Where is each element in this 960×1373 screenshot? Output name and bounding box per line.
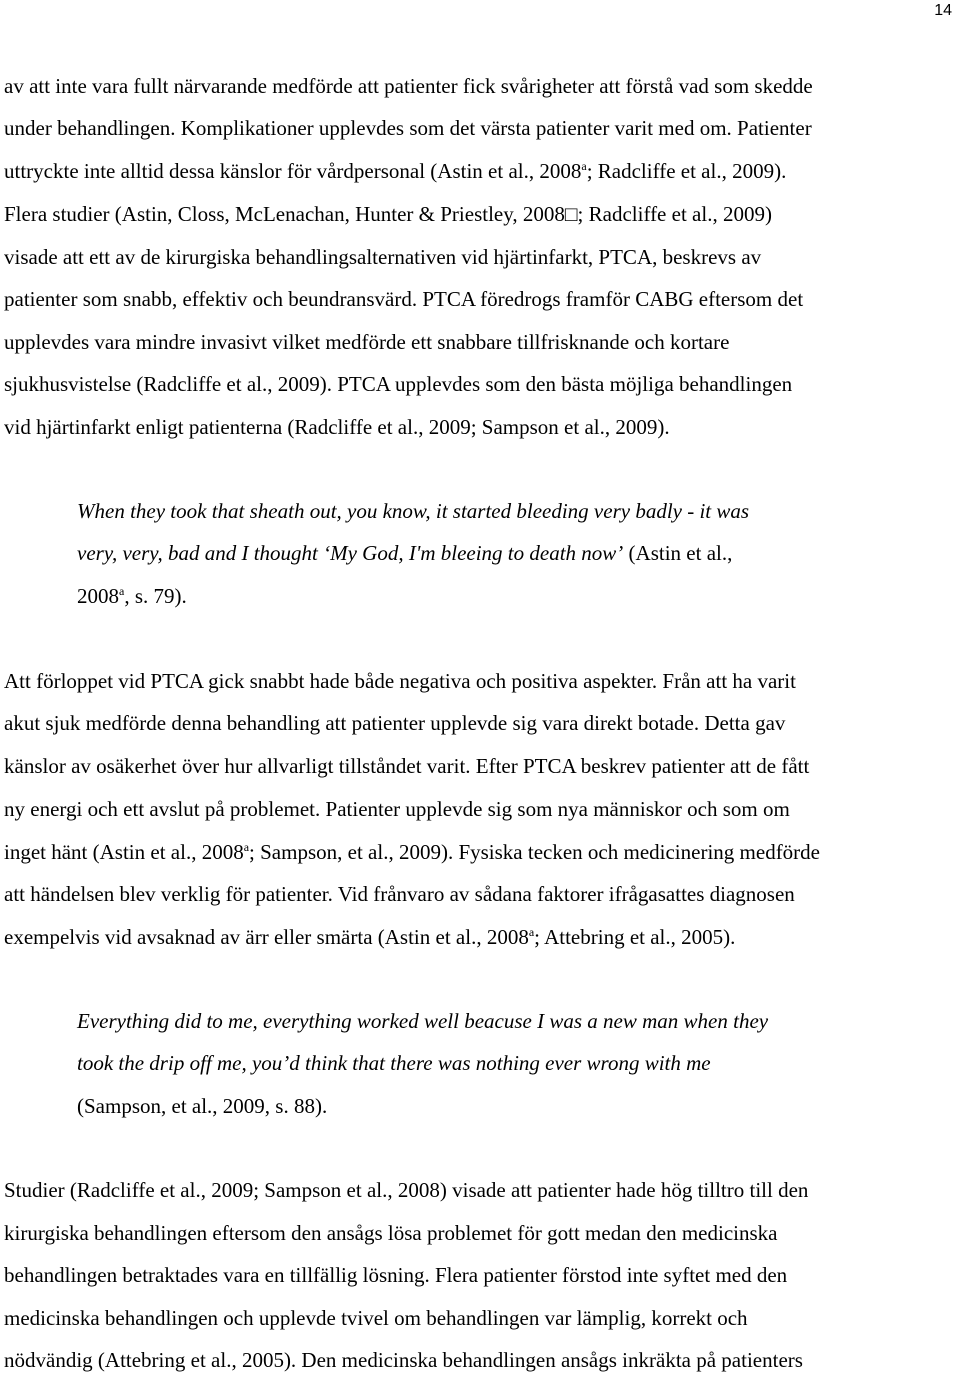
quote-citation: (Sampson, et al., 2009, s. 88). [77, 1094, 328, 1118]
text-line: upplevdes vara mindre invasivt vilket medförde ett snabbare tillfrisknande och kortare [4, 330, 730, 354]
text-line: sjukhusvistelse (Radcliffe et al., 2009). PTCA upplevdes som den bästa möjliga behandlingen [4, 372, 793, 396]
quote-citation: 2008$^a$, s. 79). [77, 584, 187, 608]
text-line: exempelvis vid avsaknad av ärr eller smärta (Astin et al., 2008$^a$; Attebring et al., 2005). [4, 925, 736, 949]
quote-line: very, very, bad and I thought ‘My God, I'm bleeing to death now’ (Astin et al., [77, 541, 733, 565]
text-line: av att inte vara fullt närvarande medförde att patienter fick svårigheter att förstå vad som skedde [4, 74, 813, 98]
text-line: akut sjuk medförde denna behandling att patienter upplevde sig vara direkt botade. Detta gav [4, 711, 786, 735]
text-line: ny energi och ett avslut på problemet. Patienter upplevde sig som nya människor och som om [4, 797, 790, 821]
text-line: Flera studier (Astin, Closs, McLenachan, Hunter & Priestley, 2008□; Radcliffe et al., 2009) [4, 202, 772, 226]
text-line: behandlingen betraktades vara en tillfällig lösning. Flera patienter förstod inte syftet med den [4, 1263, 788, 1287]
text-line: kirurgiska behandlingen eftersom den ansågs lösa problemet för gott medan den medicinska [4, 1221, 778, 1245]
text-line: visade att ett av de kirurgiska behandlingsalternativen vid hjärtinfarkt, PTCA, beskrevs av [4, 245, 762, 269]
text-line: under behandlingen. Komplikationer upplevdes som det värsta patienter varit med om. Patienter [4, 116, 812, 140]
text-line: patienter som snabb, effektiv och beundransvärd. PTCA föredrogs framför CABG eftersom det [4, 287, 804, 311]
text-line: Studier (Radcliffe et al., 2009; Sampson et al., 2008) visade att patienter hade hög tilltro till den [4, 1178, 809, 1202]
text-line: medicinska behandlingen och upplevde tvivel om behandlingen var lämplig, korrekt och [4, 1306, 748, 1330]
text-line: vid hjärtinfarkt enligt patienterna (Radcliffe et al., 2009; Sampson et al., 2009). [4, 415, 670, 439]
text-line: inget hänt (Astin et al., 2008$^a$; Sampson, et al., 2009). Fysiska tecken och medicinering medförde [4, 840, 820, 864]
text-line: känslor av osäkerhet över hur allvarligt tillståndet varit. Efter PTCA beskrev patienter att de fått [4, 754, 810, 778]
quote-line: took the drip off me, you’d think that there was nothing ever wrong with me [77, 1051, 711, 1075]
page-number: 14 [934, 2, 952, 19]
text-line: uttryckte inte alltid dessa känslor för vårdpersonal (Astin et al., 2008$^a$; Radcliffe et al., 2009). [4, 159, 787, 183]
quote-line: Everything did to me, everything worked well beacuse I was a new man when they [77, 1009, 769, 1033]
text-line: att händelsen blev verklig för patienter. Vid frånvaro av sådana faktorer ifrågasattes diagnosen [4, 882, 795, 906]
quote-line: When they took that sheath out, you know, it started bleeding very badly - it was [77, 499, 750, 523]
text-line: Att förloppet vid PTCA gick snabbt hade både negativa och positiva aspekter. Från att ha varit [4, 669, 796, 693]
text-line: nödvändig (Attebring et al., 2005). Den medicinska behandlingen ansågs inkräkta på patienters [4, 1348, 803, 1372]
